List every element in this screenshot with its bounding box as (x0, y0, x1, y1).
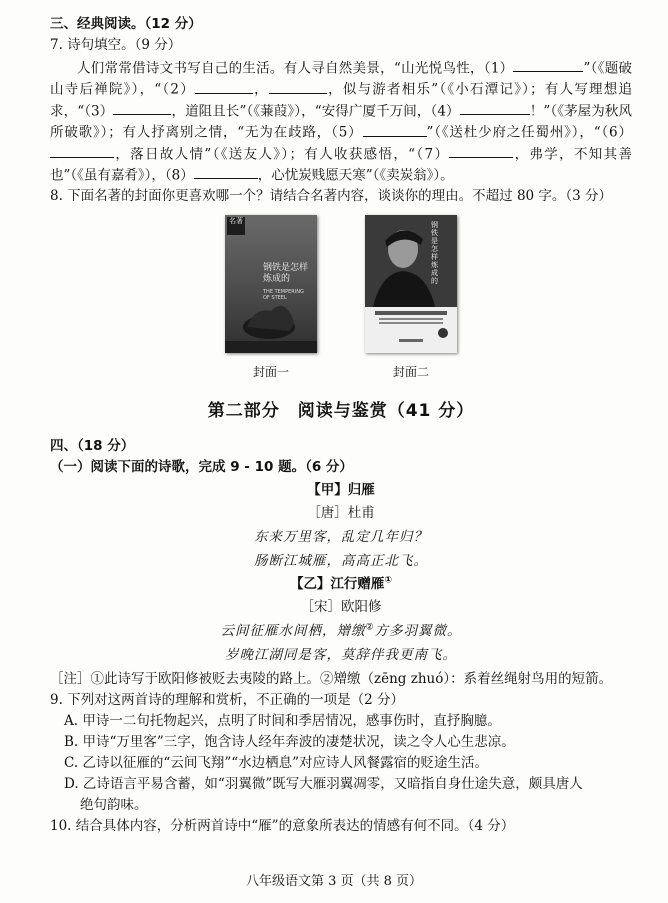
section-3-heading: 三、经典阅读。（12 分） (50, 16, 202, 32)
q9-option-d: D. 乙诗语言平易含蓄，如“羽翼微”既写大雁羽翼凋零，又暗指自身仕途失意，颇具唐人 (64, 776, 583, 793)
q7-blank-7[interactable] (449, 144, 513, 159)
q7-blank-5[interactable] (363, 122, 427, 137)
q7-segment: ，落日故人情”（《送友人》）；有人收获感悟，“（7） (114, 146, 450, 163)
q7-blank-2a[interactable] (195, 79, 253, 94)
q9-option-c: C. 乙诗以征雁的“云间飞翔”“水边栖息”对应诗人风餐露宿的贬途生活。 (64, 755, 489, 772)
q7-segment: ”（《送杜少府之任蜀州》），“（6） (426, 124, 632, 141)
question-8-label: 8. 下面名著的封面你更喜欢哪一个？请结合名著内容，谈谈你的理由。不超过 80 字。（3 分） (50, 188, 613, 205)
cover-two-image (365, 215, 457, 353)
cover-two-group (365, 215, 457, 382)
q7-segment: ，似与游者相乐”（《小石潭记》）；有人写理想追求，“（3） (50, 81, 632, 120)
page-footer: 八年级语文第 3 页（共 8 页） (245, 874, 423, 889)
q7-blank-8[interactable] (194, 165, 258, 180)
poem-b-line-2: 岁晚江湖同是客，莫辞伴我更南飞。 (225, 646, 457, 663)
q7-segment: ”（《题破山寺后禅院》），“（2） (50, 60, 632, 98)
question-7-label: 7. 诗句填空。（9 分） (50, 36, 182, 53)
poem-b-line-1a: 云间征雁水间栖，矰缴 (220, 622, 366, 639)
poem-b-title: 【乙】江行赠雁 (289, 575, 385, 592)
q7-blank-6[interactable] (50, 144, 114, 159)
section-4-sub1: （一）阅读下面的诗歌，完成 9 - 10 题。（6 分） (50, 459, 353, 476)
question-9-label: 9. 下列对这两首诗的理解和赏析，不正确的一项是（2 分） (50, 692, 405, 709)
poem-a-line-1: 东来万里客，乱定几年归？ (254, 528, 428, 545)
poem-b-line-1b: 方多羽翼微。 (374, 622, 462, 639)
q7-segment: ，弗学，不知其善也”（《虽有嘉肴》），（8） (50, 146, 632, 184)
poem-b-line-1 (50, 621, 632, 642)
q7-blank-1[interactable] (513, 58, 583, 73)
poem-b-line-1-note: ② (365, 622, 375, 633)
cover-one-group (225, 215, 317, 382)
q9-option-d-cont: 绝句韵味。 (80, 796, 148, 813)
poem-b-title-row (50, 574, 632, 595)
q9-option-a: A. 甲诗一二句托物起兴，点明了时间和季居情况，感事伤时，直抒胸臆。 (64, 713, 501, 730)
q7-blank-3[interactable] (113, 101, 171, 116)
q7-blank-2b[interactable] (269, 79, 327, 94)
question-7-text (50, 58, 632, 187)
book-covers (50, 215, 632, 382)
exam-page (50, 14, 632, 837)
cover-one-badge: 名著 (227, 217, 245, 235)
cover-one-subtitle: THE TEMPERING OF STEEL (263, 289, 304, 302)
q9-option-b: B. 甲诗“万里客”三字，饱含诗人经年奔波的凄楚状况，读之令人心生悲凉。 (64, 734, 515, 751)
question-10-label: 10. 结合具体内容，分析两首诗中“雁”的意象所表达的情感有何不同。（4 分） (50, 817, 515, 834)
cover-two-portrait-icon (365, 215, 457, 353)
section-4-heading: 四、（18 分） (50, 438, 135, 455)
part-two-title: 第二部分 阅读与鉴赏（41 分） (207, 400, 475, 421)
poem-note: ［注］①此诗写于欧阳修被贬去夷陵的路上。②矰缴（zēng zhuó）：系着丝绳射鸟用的短箭。 (50, 671, 613, 688)
q7-segment: ！”（《茅屋为秋风所破歌》）；有人抒离别之情，“无为在歧路，（5） (50, 103, 632, 141)
poem-a-line-2: 肠断江城雁，高高正北飞。 (254, 552, 428, 569)
cover-one-image (225, 215, 317, 353)
poem-a-author: ［唐］杜甫 (307, 505, 375, 521)
cover-two-title: 钢铁是怎样炼成的 (431, 221, 438, 286)
q7-segment: ， (252, 81, 269, 98)
cover-one-caption: 封面一 (252, 365, 289, 380)
q7-segment: ，道阻且长”（《蒹葭》），“安得广厦千万间，（4） (171, 103, 460, 120)
poem-b-title-note: ① (384, 575, 393, 586)
q7-segment: 人们常常借诗文书写自己的生活。有人寻自然美景，“山光悦鸟性，（1） (77, 60, 514, 77)
poem-a-title: 【甲】归雁 (307, 482, 375, 499)
cover-one-sculpture-icon (225, 215, 317, 353)
cover-two-caption: 封面二 (392, 365, 429, 380)
q7-blank-4[interactable] (460, 101, 530, 116)
cover-one-title: 钢铁是怎样炼成的 (263, 263, 309, 285)
q7-segment: ，心忧炭贱愿天寒”（《卖炭翁》）。 (257, 167, 454, 184)
poem-b-author: ［宋］欧阳修 (300, 598, 382, 615)
